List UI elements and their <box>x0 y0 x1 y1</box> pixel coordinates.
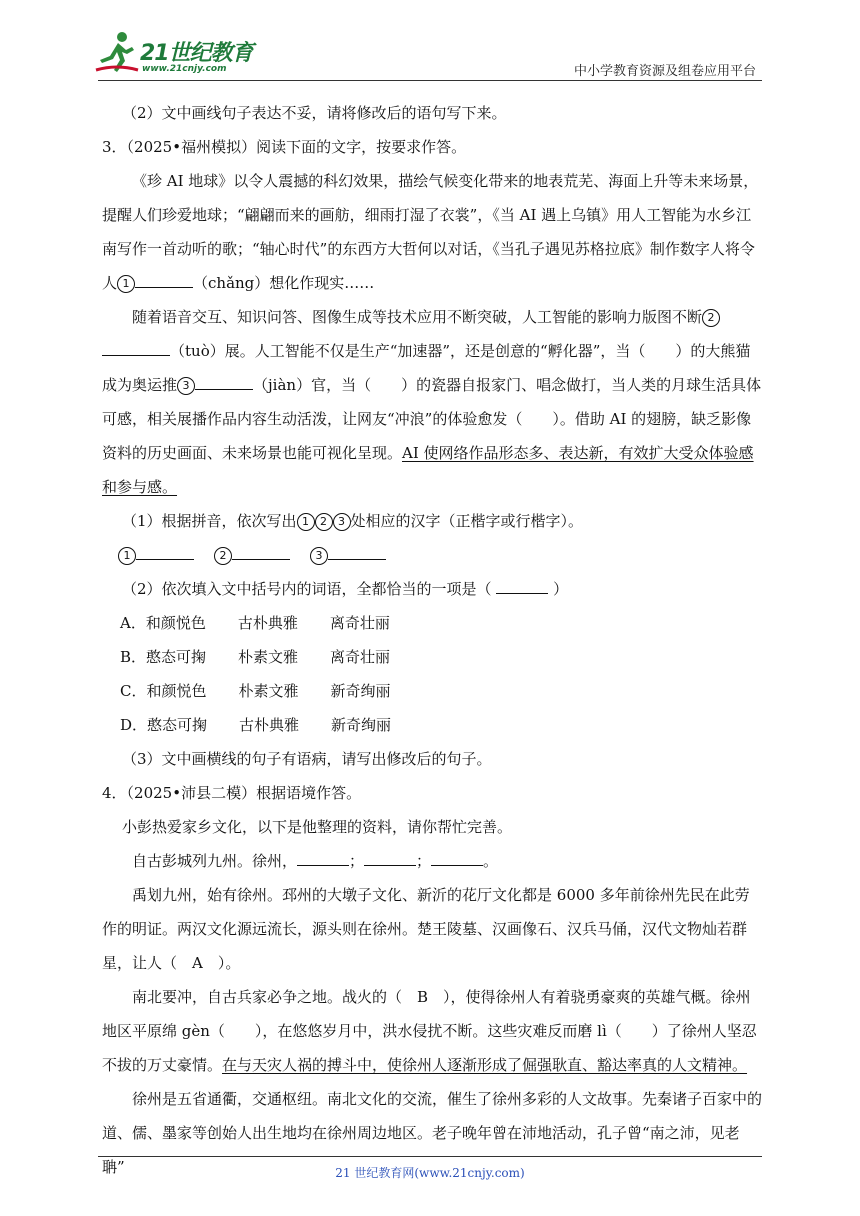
q3-sub1 <box>102 504 762 538</box>
q3-paragraph-1 <box>102 164 762 300</box>
circled-number-3: 3 <box>333 513 351 531</box>
header-divider <box>98 80 762 81</box>
option-word: 和颜悦色 <box>146 682 207 700</box>
page-header <box>0 0 860 90</box>
circled-number-1: 1 <box>297 513 315 531</box>
circled-number-1: 1 <box>117 275 135 293</box>
answer-blank-2[interactable] <box>232 541 290 560</box>
q4-paragraph-1: 禹划九州，始有徐州。邳州的大墩子文化、新沂的花厅文化都是 6000 多年前徐州先民在此劳作的明证。两汉文化源远流长，源头则在徐州。楚王陵墓、汉画像石、汉兵马俑，汉代文物灿若群星，让人（ A ）。 <box>102 886 750 972</box>
option-label: B． <box>120 648 147 666</box>
q3-para1-tail: （chǎng）想化作现实…… <box>193 274 375 292</box>
q4-blank-2[interactable] <box>364 847 416 866</box>
q4-title: 4．（2025•沛县二模）根据语境作答。 <box>102 784 362 802</box>
q3-sub2-end: ） <box>553 580 569 598</box>
logo <box>92 30 262 80</box>
logo-brand-text: 21世纪教育 <box>140 41 253 66</box>
option-word: 离奇壮丽 <box>330 648 391 666</box>
option-word: 朴素文雅 <box>238 682 299 700</box>
circled-number-2: 2 <box>702 309 720 327</box>
option-word: 新奇绚丽 <box>330 682 391 700</box>
q4-line-1: 自古彭城列九州。徐州， ； ； 。 <box>102 844 762 878</box>
q3-sub1-text-b: 处相应的汉字（正楷字或行楷字）。 <box>350 512 584 530</box>
option-label: C． <box>120 682 147 700</box>
q3-sub3: （3）文中画横线的句子有语病，请写出修改后的句子。 <box>122 750 492 768</box>
option-word: 新奇绚丽 <box>331 716 392 734</box>
option-word: 和颜悦色 <box>145 614 206 632</box>
q4-paragraph-3: 徐州是五省通衢，交通枢纽。南北文化的交流，催生了徐州多彩的人文故事。先秦诸子百家中的道、儒、墨家等创始人出生地均在徐州周边地区。老子晚年曾在沛地活动，孔子曾“南之沛，见老聃” <box>102 1090 763 1176</box>
q2-sub2: （2）文中画线句子表达不妥，请将修改后的语句写下来。 <box>122 104 507 122</box>
platform-title: 中小学教育资源及组卷应用平台 <box>573 64 756 79</box>
blank-3[interactable] <box>195 371 253 390</box>
blank-2[interactable] <box>102 337 170 356</box>
q4-para2-text: 南北要冲，自古兵家必争之地。战火的（ B ），使得徐州人有着骁勇豪爽的英雄气概。徐州地区平原绵 gèn（ ），在悠悠岁月中，洪水侵扰不断。这些灾难反而磨 lì（ ）了徐州人坚忍不拔的万丈豪情。 <box>102 988 757 1074</box>
circled-number-3: 3 <box>177 377 195 395</box>
circled-number-3: 3 <box>310 547 328 565</box>
runner-logo-icon <box>92 30 142 78</box>
circled-number-2: 2 <box>315 513 333 531</box>
q3-para2-text-b: （tuò）展。人工智能不仅是生产“加速器”，还是创意的“孵化器”，当（ ）的大熊猫成为奥运推 <box>102 342 751 394</box>
page-footer: 21 世纪教育网(www.21cnjy.com) <box>335 1166 525 1180</box>
circled-number-1: 1 <box>118 547 136 565</box>
q4-underlined-sentence: 在与天灾人祸的搏斗中，使徐州人逐渐形成了倔强耿直、豁达率真的人文精神。 <box>222 1056 748 1074</box>
q3-sub2-text: （2）依次填入文中括号内的词语，全都恰当的一项是（ <box>122 580 492 598</box>
option-word: 古朴典雅 <box>239 716 300 734</box>
answer-blank-3[interactable] <box>328 541 386 560</box>
choice-blank[interactable] <box>496 575 548 594</box>
q3-para2-text-c: （jiàn）官，当（ ）的瓷器自报家门、唱念做打，当人类的月球生活具体可感，相关展播作品内容生动活泼，让网友“冲浪”的体验愈发（ ）。借助 AI 的翅膀，缺乏影像资料的历史画面、未来场景也能可视化呈现。 <box>102 376 762 462</box>
q4-intro: 小彭热爱家乡文化，以下是他整理的资料，请你帮忙完善。 <box>122 818 513 836</box>
option-a[interactable] <box>102 606 762 640</box>
circled-number-2: 2 <box>214 547 232 565</box>
option-word: 朴素文雅 <box>238 648 299 666</box>
answer-blanks-row <box>102 538 762 572</box>
option-word: 古朴典雅 <box>237 614 298 632</box>
option-word: 离奇壮丽 <box>329 614 390 632</box>
document-body <box>102 96 762 1184</box>
blank-1[interactable] <box>135 269 193 288</box>
q4-paragraph-2 <box>102 980 762 1082</box>
option-c[interactable] <box>102 674 762 708</box>
option-b[interactable] <box>102 640 762 674</box>
option-label: A． <box>120 614 146 632</box>
q3-sub2 <box>102 572 762 606</box>
q3-sub1-text-a: （1）根据拼音，依次写出 <box>122 512 297 530</box>
q4-line1-text: 自古彭城列九州。徐州， <box>132 852 298 870</box>
q3-para2-text-a: 随着语音交互、知识问答、图像生成等技术应用不断突破，人工智能的影响力版图不断 <box>132 308 703 326</box>
answer-blank-1[interactable] <box>136 541 194 560</box>
option-word: 憨态可掬 <box>146 648 207 666</box>
option-label: D． <box>120 716 148 734</box>
q3-underlined-sentence: AI 使网络作品形态多、表达新，有效扩大受众体验感和参与感。 <box>102 444 754 496</box>
q3-para1-text: 《珍 AI 地球》以令人震撼的科幻效果，描绘气候变化带来的地表荒芜、海面上升等未来场景，提醒人们珍爱地球；“翩翩而来的画舫，细雨打湿了衣裳”，《当 AI 遇上乌镇》用人工智能为水乡江南写作一首动听的歌；“轴心时代”的东西方大哲何以对话，《当孔子遇见苏格拉底》制作数字人将令人 <box>102 172 759 292</box>
logo-url-text: www.21cnjy.com <box>142 64 227 74</box>
q4-blank-3[interactable] <box>431 847 483 866</box>
q3-title: 3．（2025•福州模拟）阅读下面的文字，按要求作答。 <box>102 138 467 156</box>
q4-blank-1[interactable] <box>297 847 349 866</box>
option-word: 憨态可掬 <box>147 716 208 734</box>
option-d[interactable] <box>102 708 762 742</box>
footer-divider <box>98 1156 762 1157</box>
q3-paragraph-2 <box>102 300 762 504</box>
